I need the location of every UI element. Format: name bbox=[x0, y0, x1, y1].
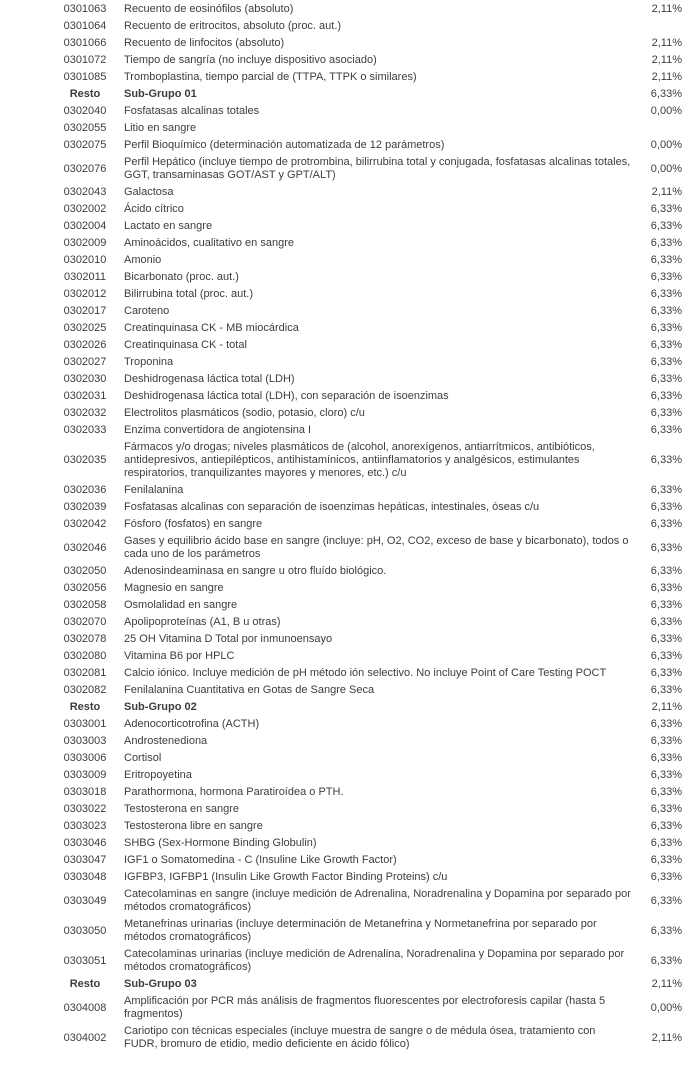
row-description: Creatinquinasa CK - MB miocárdica bbox=[124, 322, 299, 334]
table-row bbox=[46, 767, 682, 784]
table-row bbox=[46, 184, 682, 201]
row-percentage: 6,33% bbox=[650, 271, 682, 283]
row-description: Bilirrubina total (proc. aut.) bbox=[124, 288, 253, 300]
row-code: 0301085 bbox=[63, 71, 107, 83]
row-percentage: 6,33% bbox=[650, 854, 682, 866]
table-row bbox=[46, 631, 682, 648]
row-percentage: 6,33% bbox=[650, 924, 682, 937]
row-percentage: 6,33% bbox=[650, 220, 682, 232]
row-percentage: 6,33% bbox=[650, 288, 682, 300]
table-row bbox=[46, 320, 682, 337]
row-description: IGF1 o Somatomedina - C (Insuline Like Growth Factor) bbox=[124, 854, 397, 866]
row-code: 0302033 bbox=[63, 424, 107, 436]
table-row bbox=[46, 120, 682, 137]
row-code: 0302078 bbox=[63, 633, 107, 645]
row-percentage: 2,11% bbox=[651, 1031, 682, 1044]
row-percentage: 6,33% bbox=[650, 837, 682, 849]
table-row bbox=[46, 201, 682, 218]
row-percentage: 6,33% bbox=[650, 501, 682, 513]
row-description: Recuento de linfocitos (absoluto) bbox=[124, 37, 285, 49]
table-row bbox=[46, 993, 682, 1023]
row-description: Perfil Bioquímico (determinación automatizada de 12 parámetros) bbox=[124, 139, 445, 151]
row-percentage: 6,33% bbox=[650, 820, 682, 832]
row-description: Metanefrinas urinarias (incluye determinación de Metanefrina y Normetanefrina por separado por métodos cromatográficos) bbox=[124, 918, 597, 943]
row-code: 0302011 bbox=[63, 271, 106, 283]
row-description: Amonio bbox=[124, 254, 162, 266]
row-code: 0302027 bbox=[63, 356, 107, 368]
row-percentage: 6,33% bbox=[650, 735, 682, 747]
row-code: 0302055 bbox=[63, 122, 107, 134]
row-code: 0302004 bbox=[63, 220, 107, 232]
row-code: 0302002 bbox=[63, 203, 107, 215]
table-row bbox=[46, 852, 682, 869]
table-row bbox=[46, 137, 682, 154]
row-percentage: 6,33% bbox=[650, 454, 682, 466]
table-row bbox=[46, 286, 682, 303]
row-code: 0304008 bbox=[63, 1001, 107, 1014]
row-code: 0301064 bbox=[63, 20, 107, 32]
table-row bbox=[46, 869, 682, 886]
row-percentage: 6,33% bbox=[650, 894, 682, 907]
row-description: Androstenediona bbox=[124, 735, 208, 747]
row-percentage: 6,33% bbox=[650, 871, 682, 883]
row-description: Recuento de eritrocitos, absoluto (proc. aut.) bbox=[124, 20, 342, 32]
table-row bbox=[46, 405, 682, 422]
row-description: Perfil Hepático (incluye tiempo de protrombina, bilirrubina total y conjugada, fosfatasas alcalinas totales, GGT, transaminasas GOT/AST y GPT/ALT) bbox=[124, 156, 631, 181]
row-percentage: 6,33% bbox=[650, 650, 682, 662]
row-code: 0302080 bbox=[63, 650, 107, 662]
table-row bbox=[46, 18, 682, 35]
row-description: Catecolaminas urinarias (incluye medición de Adrenalina, Noradrenalina y Dopamina por separado por métodos cromatográficos) bbox=[124, 948, 625, 973]
table-row bbox=[46, 1, 682, 18]
row-code: 0302043 bbox=[63, 186, 107, 198]
row-code: 0301072 bbox=[63, 54, 107, 66]
row-code: Resto bbox=[69, 88, 101, 100]
row-percentage: 6,33% bbox=[650, 718, 682, 730]
row-code: 0302046 bbox=[63, 541, 107, 554]
row-code: 0303049 bbox=[63, 894, 107, 907]
table-row bbox=[46, 801, 682, 818]
row-description: Cortisol bbox=[124, 752, 162, 764]
row-description: Amplificación por PCR más análisis de fragmentos fluorescentes por electroforesis capilar (hasta 5 fragmentos) bbox=[124, 995, 606, 1020]
row-percentage: 6,33% bbox=[650, 565, 682, 577]
row-percentage: 6,33% bbox=[650, 373, 682, 385]
row-code: 0302058 bbox=[63, 599, 107, 611]
row-description: Magnesio en sangre bbox=[124, 582, 224, 594]
row-percentage: 6,33% bbox=[650, 633, 682, 645]
row-description: Ácido cítrico bbox=[124, 203, 184, 215]
row-percentage bbox=[632, 18, 682, 35]
row-description: Deshidrogenasa láctica total (LDH), con separación de isoenzimas bbox=[124, 390, 449, 402]
row-code: 0302042 bbox=[63, 518, 107, 530]
table-row bbox=[46, 1023, 682, 1053]
row-code: 0302075 bbox=[63, 139, 107, 151]
row-description: Fosfatasas alcalinas totales bbox=[124, 105, 260, 117]
row-percentage: 6,33% bbox=[650, 322, 682, 334]
table-row bbox=[46, 784, 682, 801]
group-total-row bbox=[46, 86, 682, 103]
row-description: Creatinquinasa CK - total bbox=[124, 339, 247, 351]
table-row bbox=[46, 218, 682, 235]
table-row bbox=[46, 303, 682, 320]
row-percentage: 6,33% bbox=[650, 667, 682, 679]
table-row bbox=[46, 69, 682, 86]
row-description: Gases y equilibrio ácido base en sangre (incluye: pH, O2, CO2, exceso de base y bicarbonato), todos o cada uno de los parámetros bbox=[124, 535, 629, 560]
row-percentage bbox=[632, 120, 682, 137]
row-code: 0303006 bbox=[63, 752, 107, 764]
table-row bbox=[46, 439, 682, 482]
row-code: 0303051 bbox=[63, 954, 107, 967]
table-row bbox=[46, 52, 682, 69]
table-row bbox=[46, 886, 682, 916]
row-percentage: 2,11% bbox=[651, 54, 682, 66]
row-code: 0303003 bbox=[63, 735, 107, 747]
row-percentage: 6,33% bbox=[650, 684, 682, 696]
row-code: 0302070 bbox=[63, 616, 107, 628]
table-row bbox=[46, 235, 682, 252]
row-description: Catecolaminas en sangre (incluye medición de Adrenalina, Noradrenalina y Dopamina por separado por métodos cromatográficos) bbox=[124, 888, 631, 913]
row-code: 0302050 bbox=[63, 565, 107, 577]
row-description: Tromboplastina, tiempo parcial de (TTPA, TTPK o similares) bbox=[124, 71, 417, 83]
row-description: Cariotipo con técnicas especiales (incluye muestra de sangre o de médula ósea, tratamiento con FUDR, bromuro de etidio, medio deficiente en ácido fólico) bbox=[124, 1025, 596, 1050]
row-code: 0303009 bbox=[63, 769, 107, 781]
row-percentage: 6,33% bbox=[650, 786, 682, 798]
table-row bbox=[46, 35, 682, 52]
table-row bbox=[46, 354, 682, 371]
row-description: Litio en sangre bbox=[124, 122, 197, 134]
table-body bbox=[46, 1, 682, 1053]
table-row bbox=[46, 516, 682, 533]
row-description: Vitamina B6 por HPLC bbox=[124, 650, 235, 662]
row-description: Enzima convertidora de angiotensina I bbox=[124, 424, 312, 436]
table-row bbox=[46, 580, 682, 597]
row-description: Recuento de eosinófilos (absoluto) bbox=[124, 3, 294, 15]
row-percentage: 0,00% bbox=[650, 105, 682, 117]
group-total-row bbox=[46, 699, 682, 716]
row-percentage: 2,11% bbox=[651, 701, 682, 713]
table-row bbox=[46, 269, 682, 286]
row-percentage: 6,33% bbox=[650, 616, 682, 628]
row-percentage: 6,33% bbox=[650, 339, 682, 351]
table-row bbox=[46, 103, 682, 120]
row-percentage: 6,33% bbox=[650, 390, 682, 402]
row-code: 0302039 bbox=[63, 501, 107, 513]
row-description: Osmolalidad en sangre bbox=[124, 599, 238, 611]
row-percentage: 6,33% bbox=[650, 599, 682, 611]
row-code: 0303047 bbox=[63, 854, 107, 866]
row-code: 0302082 bbox=[63, 684, 107, 696]
row-description: Eritropoyetina bbox=[124, 769, 192, 781]
row-code: 0303048 bbox=[63, 871, 107, 883]
row-percentage: 0,00% bbox=[650, 1001, 682, 1014]
row-percentage: 6,33% bbox=[650, 356, 682, 368]
row-code: 0302035 bbox=[63, 454, 107, 466]
row-percentage: 6,33% bbox=[650, 424, 682, 436]
row-code: Resto bbox=[69, 978, 101, 990]
row-percentage: 6,33% bbox=[650, 752, 682, 764]
row-code: 0302036 bbox=[63, 484, 107, 496]
row-percentage: 6,33% bbox=[650, 769, 682, 781]
row-description: Caroteno bbox=[124, 305, 170, 317]
row-description: Calcio iónico. Incluye medición de pH método ión selectivo. No incluye Point of Care Testing POCT bbox=[124, 667, 607, 679]
row-percentage: 6,33% bbox=[650, 407, 682, 419]
row-description: Apolipoproteínas (A1, B u otras) bbox=[124, 616, 281, 628]
row-percentage: 0,00% bbox=[650, 139, 682, 151]
table-row bbox=[46, 252, 682, 269]
row-code: 0303023 bbox=[63, 820, 107, 832]
row-description: SHBG (Sex-Hormone Binding Globulin) bbox=[124, 837, 317, 849]
row-description: Fármacos y/o drogas; niveles plasmáticos de (alcohol, anorexígenos, antiarrítmicos, antibióticos, antidepresivos, antiepilépticos, antihistamínicos, antiinflamatorios y analgésicos, estimulantes respiratorios, tranquilizantes mayores y menores, etc.) c/u bbox=[124, 441, 595, 479]
row-percentage: 6,33% bbox=[650, 518, 682, 530]
row-code: 0302025 bbox=[63, 322, 107, 334]
row-description: Deshidrogenasa láctica total (LDH) bbox=[124, 373, 295, 385]
table-row bbox=[46, 946, 682, 976]
table-row bbox=[46, 388, 682, 405]
row-percentage: 6,33% bbox=[650, 254, 682, 266]
row-description: Sub-Grupo 01 bbox=[124, 88, 197, 100]
row-percentage: 6,33% bbox=[650, 305, 682, 317]
table-row bbox=[46, 533, 682, 563]
row-percentage: 6,33% bbox=[650, 582, 682, 594]
row-code: 0302012 bbox=[63, 288, 107, 300]
table-row bbox=[46, 563, 682, 580]
row-description: Bicarbonato (proc. aut.) bbox=[124, 271, 239, 283]
row-code: 0302026 bbox=[63, 339, 107, 351]
row-description: Fenilalanina Cuantitativa en Gotas de Sangre Seca bbox=[124, 684, 375, 696]
row-percentage: 6,33% bbox=[650, 803, 682, 815]
row-code: 0302081 bbox=[63, 667, 107, 679]
row-percentage: 6,33% bbox=[650, 203, 682, 215]
table-row bbox=[46, 916, 682, 946]
row-description: Adenosindeaminasa en sangre u otro fluído biológico. bbox=[124, 565, 387, 577]
row-description: IGFBP3, IGFBP1 (Insulin Like Growth Factor Binding Proteins) c/u bbox=[124, 871, 448, 883]
row-code: 0302076 bbox=[63, 162, 107, 175]
row-percentage: 2,11% bbox=[651, 186, 682, 198]
row-description: Fósforo (fosfatos) en sangre bbox=[124, 518, 263, 530]
row-code: 0302031 bbox=[63, 390, 107, 402]
row-code: 0302009 bbox=[63, 237, 107, 249]
row-code: 0302040 bbox=[63, 105, 107, 117]
group-total-row bbox=[46, 976, 682, 993]
table-row bbox=[46, 818, 682, 835]
table-row bbox=[46, 371, 682, 388]
row-percentage: 0,00% bbox=[650, 162, 682, 175]
row-description: Parathormona, hormona Paratiroídea o PTH. bbox=[124, 786, 344, 798]
lab-codes-table bbox=[46, 1, 682, 1053]
row-percentage: 6,33% bbox=[650, 954, 682, 967]
row-description: Galactosa bbox=[124, 186, 174, 198]
row-code: 0303022 bbox=[63, 803, 107, 815]
row-code: 0303046 bbox=[63, 837, 107, 849]
row-description: Aminoácidos, cualitativo en sangre bbox=[124, 237, 294, 249]
table-row bbox=[46, 597, 682, 614]
row-code: 0301066 bbox=[63, 37, 107, 49]
table-row bbox=[46, 499, 682, 516]
row-percentage: 2,11% bbox=[651, 3, 682, 15]
row-percentage: 6,33% bbox=[650, 237, 682, 249]
table-row bbox=[46, 422, 682, 439]
row-code: Resto bbox=[69, 701, 101, 713]
row-description: Tiempo de sangría (no incluye dispositivo asociado) bbox=[124, 54, 377, 66]
row-code: 0304002 bbox=[63, 1031, 107, 1044]
table-row bbox=[46, 716, 682, 733]
row-description: Troponina bbox=[124, 356, 174, 368]
row-description: Sub-Grupo 02 bbox=[124, 701, 197, 713]
table-row bbox=[46, 614, 682, 631]
row-code: 0301063 bbox=[63, 3, 107, 15]
table-row bbox=[46, 154, 682, 184]
row-code: 0303050 bbox=[63, 924, 107, 937]
row-description: Testosterona libre en sangre bbox=[124, 820, 263, 832]
table-row bbox=[46, 665, 682, 682]
row-description: Testosterona en sangre bbox=[124, 803, 239, 815]
row-description: Fosfatasas alcalinas con separación de isoenzimas hepáticas, intestinales, óseas c/u bbox=[124, 501, 540, 513]
row-code: 0303001 bbox=[63, 718, 107, 730]
table-row bbox=[46, 682, 682, 699]
table-row bbox=[46, 750, 682, 767]
row-percentage: 2,11% bbox=[651, 71, 682, 83]
row-code: 0303018 bbox=[63, 786, 107, 798]
row-code: 0302032 bbox=[63, 407, 107, 419]
row-percentage: 6,33% bbox=[650, 541, 682, 554]
row-description: Adenocorticotrofina (ACTH) bbox=[124, 718, 260, 730]
table-row bbox=[46, 482, 682, 499]
table-row bbox=[46, 835, 682, 852]
row-code: 0302030 bbox=[63, 373, 107, 385]
row-description: Lactato en sangre bbox=[124, 220, 213, 232]
row-description: Fenilalanina bbox=[124, 484, 184, 496]
table-row bbox=[46, 337, 682, 354]
row-percentage: 6,33% bbox=[650, 88, 682, 100]
row-percentage: 6,33% bbox=[650, 484, 682, 496]
row-percentage: 2,11% bbox=[651, 37, 682, 49]
table-row bbox=[46, 648, 682, 665]
row-code: 0302010 bbox=[63, 254, 107, 266]
table-row bbox=[46, 733, 682, 750]
row-code: 0302017 bbox=[63, 305, 107, 317]
row-description: Electrolitos plasmáticos (sodio, potasio, cloro) c/u bbox=[124, 407, 365, 419]
row-description: 25 OH Vitamina D Total por inmunoensayo bbox=[124, 633, 333, 645]
row-description: Sub-Grupo 03 bbox=[124, 978, 197, 990]
row-percentage: 2,11% bbox=[651, 978, 682, 990]
row-code: 0302056 bbox=[63, 582, 107, 594]
